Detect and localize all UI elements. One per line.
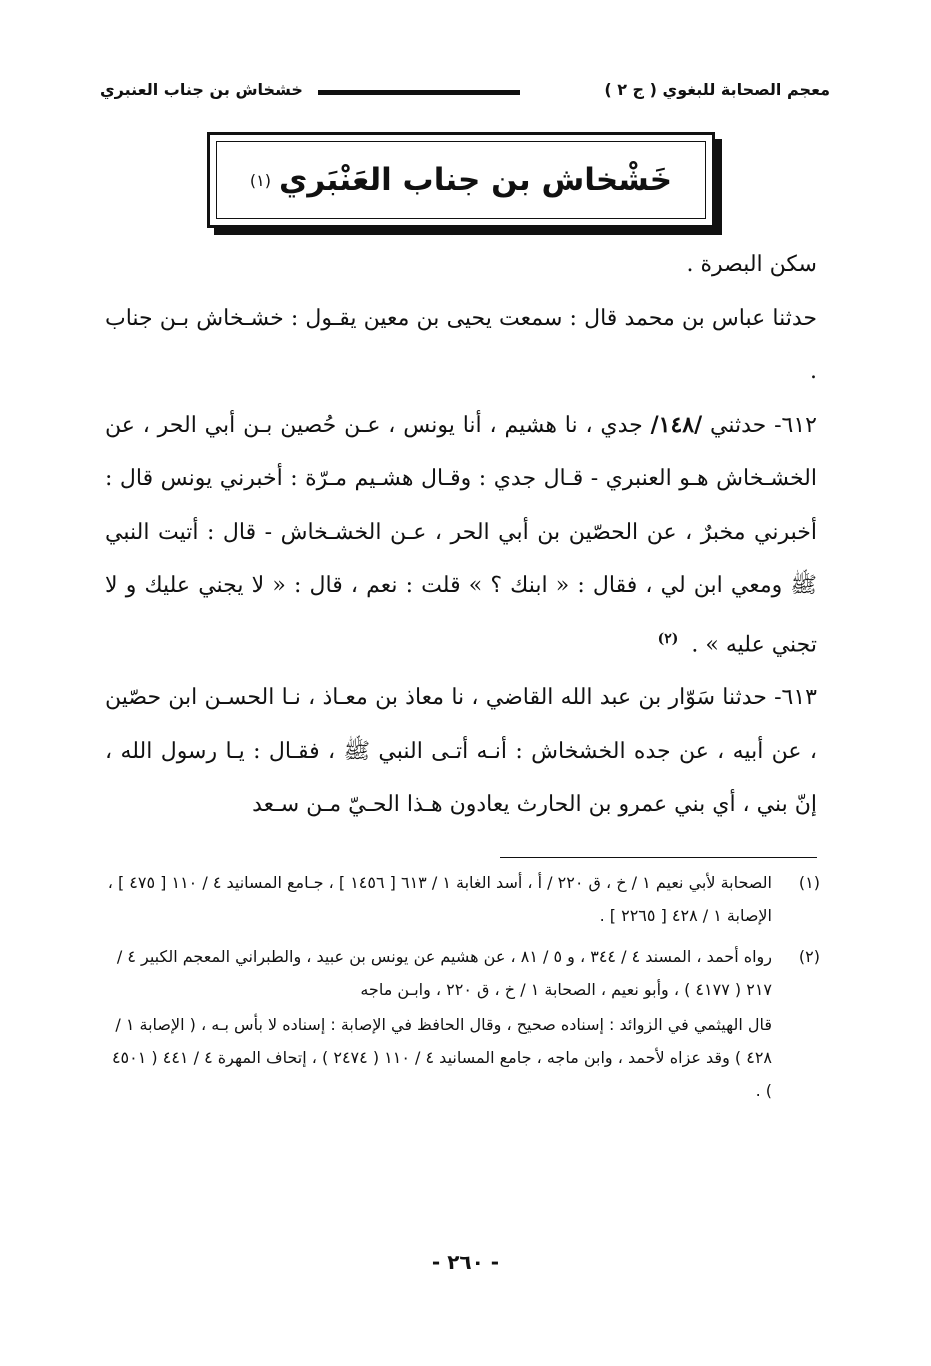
page-number: - ٢٦٠ - [431,1250,500,1274]
footnote-2-number: (٢) [798,947,820,966]
footnote-2 [105,940,820,1006]
book-title: معجم الصحابة للبغوي ( ج ٢ ) [604,80,830,99]
hadith-612-text: جدي ، نا هشيم ، أنا يونس ، عـن حُصين بـن أبي الحر ، عن الخشـخاش هـو العنبري - قـال جدي : وقـال هشـيم مـرّة : أخبرني يونس قال : أخبرني مخبرٌ ، عن الحصّين بن أبي الحر ، عـن الخشـخاش - قال : أتيت النبي ﷺ ومعي ابن لي ، فقال : « ابنك ؟ » قلت : نعم ، قال : « لا يجني عليك و لا تجني عليه » . [105,412,818,657]
hadith-613: ٦١٣- حدثنا سَوّار بن عبد الله القاضي ، نا معاذ بن معـاذ ، نـا الحسـن ابن حصّين ، عن أبيه ، عن جده الخشخاش : أنـه أتـى النبي ﷺ ، فقـال : يـا رسول الله ، إنّ بني ، أي بني عمرو بن الحارث يعادون هـذا الحـيّ مـن سـعد [105,685,817,818]
footnotes [105,866,820,1107]
running-header [100,78,830,106]
footnote-2-continuation: قال الهيثمي في الزوائد : إسناده صحيح ، وقال الحافظ في الإصابة : إسناده لا بأس بـه ، ( الإصابة ١ / ٤٢٨ ) وقد عزاه لأحمد ، وابن ماجه ، جامع المسانيد ٤ / ١١٠ ( ٢٤٧٤ ) ، إتحاف المهرة ٤ / ٤٤١ ( ٤٥٠١ ) . [111,1015,772,1100]
paragraph-residence: سكن البصرة . [686,252,817,277]
footnote-1 [105,866,820,932]
footnote-2-text: رواه أحمد ، المسند ٤ / ٣٤٤ ، و ٥ / ٨١ ، عن هشيم عن يونس بن عبيد ، والطبراني المعجم الكبير ٤ / ٢١٧ ( ٤١٧٧ ) ، وأبو نعيم ، الصحابة ١ / خ ، ق ٢٢٠ ، وابـن ماجه [116,947,772,999]
footnote-1-number: (١) [798,873,820,892]
entry-title-box [207,132,715,228]
footnote-separator [500,857,817,858]
hadith-612-lead: ٦١٢- حدثني [710,412,817,438]
paragraph-ibn-maeen: حدثنا عباس بن محمد قال : سمعت يحيى بن معين يقـول : خشـخاش بـن جناب . [105,305,817,384]
header-rule [318,90,520,95]
hadith-612 [105,399,817,672]
footnote-1-text: الصحابة لأبي نعيم ١ / خ ، ق ٢٢٠ / أ ، أسد الغابة ١ / ٦١٣ [ ١٤٥٦ ] ، جـامع المسانيد ٤ / ١١٠ [ ٤٧٥ ] ، الإصابة ١ / ٤٢٨ [ ٢٢٦٥ ] . [107,873,772,925]
entry-footnote-ref: (١) [249,170,271,190]
hadith-612-footnote-ref: (٢) [657,630,679,647]
entry-title-frame [216,141,706,219]
main-text [105,238,817,832]
manuscript-folio-marker: /١٤٨/ [650,411,703,438]
entry-name-header: خشخاش بن جناب العنبري [100,80,303,99]
entry-title: خَشْخاش بن جناب العَنْبَري [278,162,673,198]
